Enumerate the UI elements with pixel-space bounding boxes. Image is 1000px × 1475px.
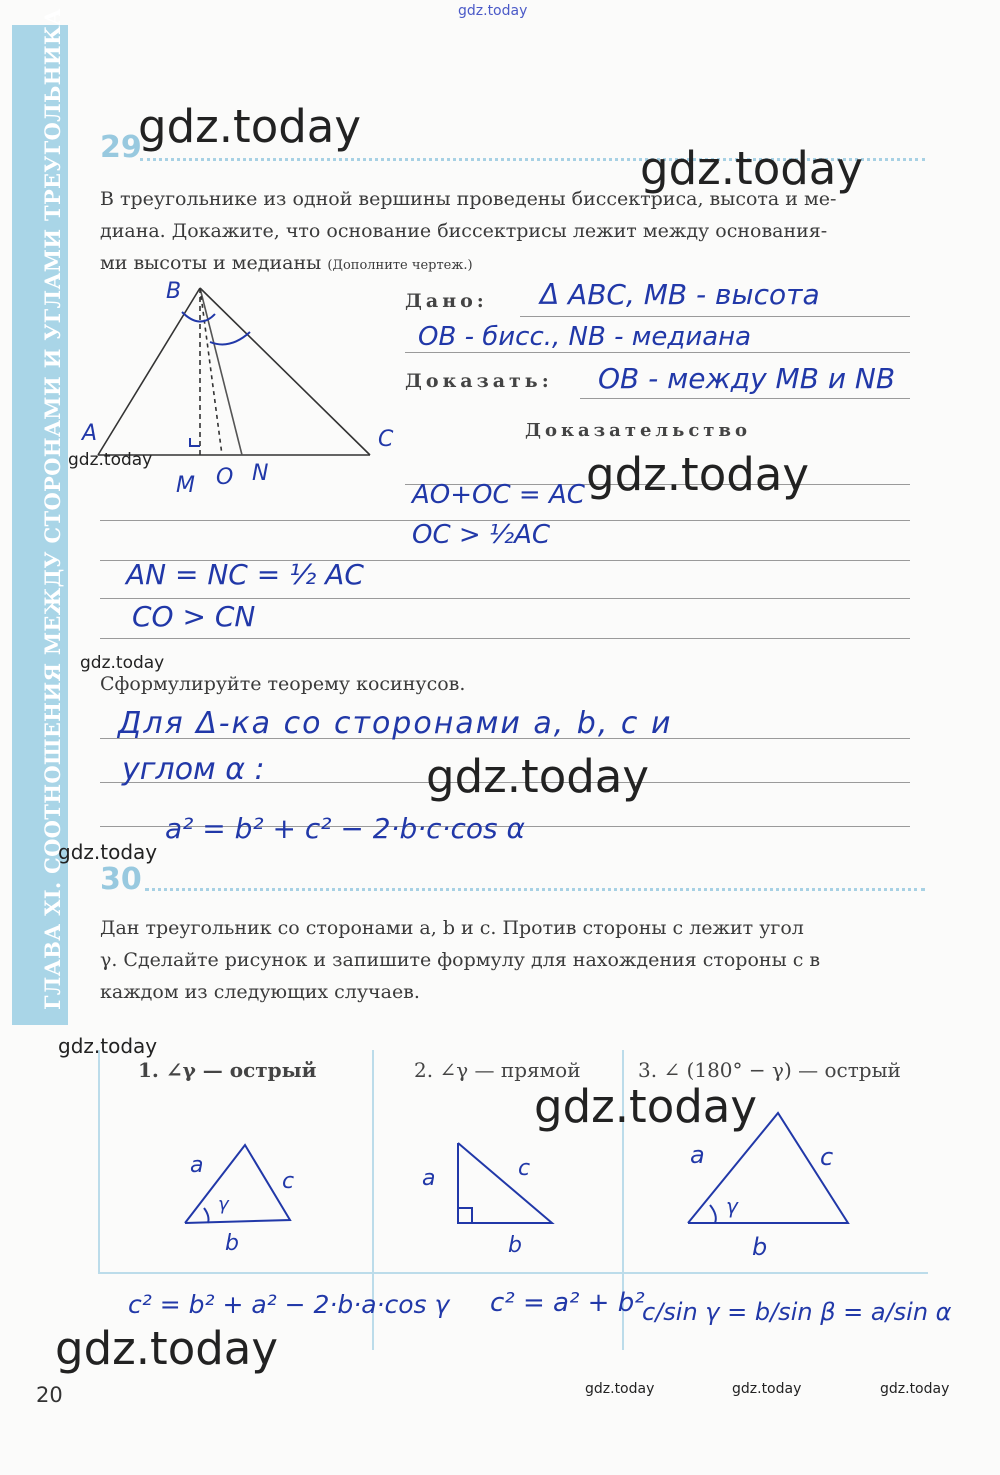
watermark-5: gdz.today [534, 1080, 758, 1133]
median-line [200, 288, 242, 455]
angle-arc-1 [182, 312, 215, 322]
watermark-1: gdz.today [138, 100, 362, 153]
case-3-formula: c/sin γ = b/sin β = a/sin α [642, 1298, 952, 1326]
side-ba [98, 288, 200, 455]
task-29-text-line2: диана. Докажите, что основание биссектрисы лежит между основания- [100, 220, 828, 242]
proof-line-1: AO+OC = AC [412, 480, 585, 510]
case-3-title: 3. ∠ (180° − γ) — острый [638, 1058, 901, 1082]
watermark-3: gdz.today [586, 448, 810, 501]
prove-rule [580, 398, 910, 399]
given-handwriting-1: Δ ABC, MB - высота [540, 278, 820, 311]
watermark-6: gdz.today [55, 1322, 279, 1375]
task-30-text-line3: каждом из следующих случаев. [100, 981, 420, 1003]
case-2-label-b: b [508, 1233, 522, 1258]
side-bc [200, 288, 370, 455]
watermark-small-1: gdz.today [68, 450, 153, 470]
task-30-text [100, 912, 930, 1008]
case-3-label-b: b [752, 1233, 768, 1261]
case-2-label-c: c [518, 1156, 531, 1181]
proof-rule-4 [100, 598, 910, 599]
watermark-top: gdz.today [458, 3, 528, 19]
label-O: O [216, 465, 234, 490]
label-A: A [82, 421, 98, 446]
angle-arc-2 [210, 332, 250, 344]
case-3-label-gamma: γ [726, 1194, 738, 1218]
case-2-triangle [410, 1130, 580, 1260]
case-1-label-a: a [190, 1153, 204, 1178]
task-30-number: 30 [100, 862, 142, 897]
given-label: Дано: [405, 290, 488, 312]
cosine-handwriting-1: Для Δ-ка со сторонами a, b, c и [118, 706, 673, 741]
case-1-formula: c² = b² + a² − 2·b·a·cos γ [128, 1290, 450, 1319]
task-29-text-line3: ми высоты и медианы [100, 252, 322, 274]
prove-label: Доказать: [405, 370, 553, 392]
task-30-dotted-line [145, 888, 925, 891]
watermark-footer-3: gdz.today [880, 1381, 950, 1397]
case-1-label-c: c [282, 1169, 295, 1194]
case-1-label-b: b [225, 1231, 239, 1256]
case-1-label-gamma: γ [218, 1194, 229, 1215]
watermark-4: gdz.today [426, 750, 650, 803]
task-30-text-line2: γ. Сделайте рисунок и запишите формулу для нахождения стороны c в [100, 949, 821, 971]
watermark-small-2: gdz.today [80, 653, 165, 673]
table-vline-0 [98, 1050, 100, 1272]
cosine-handwriting-3: a² = b² + c² − 2·b·c·cos α [165, 812, 525, 845]
task-29-number: 29 [100, 130, 142, 165]
label-M: M [176, 473, 195, 498]
watermark-footer-1: gdz.today [585, 1381, 655, 1397]
label-B: B [166, 279, 182, 304]
task-29-text [100, 183, 930, 282]
proof-heading: Доказательство [525, 420, 751, 441]
case-3-label-c: c [820, 1143, 834, 1171]
given-rule-1 [520, 316, 910, 317]
proof-line-3: AN = NC = ½ AC [126, 558, 364, 591]
prove-handwriting: OB - между MB и NB [598, 362, 896, 395]
bisector-line [200, 288, 222, 455]
right-angle-mark [190, 438, 200, 446]
table-hline [98, 1272, 928, 1274]
label-N: N [252, 461, 269, 486]
watermark-footer-2: gdz.today [732, 1381, 802, 1397]
watermark-small-4: gdz.today [58, 1034, 158, 1058]
task-30-text-line1: Дан треугольник со сторонами a, b и c. Против стороны c лежит угол [100, 917, 804, 939]
watermark-2: gdz.today [640, 142, 864, 195]
label-C: C [378, 427, 394, 452]
task-29-note: (Дополните чертеж.) [327, 258, 473, 273]
watermark-small-3: gdz.today [58, 840, 158, 864]
page-number: 20 [36, 1383, 63, 1407]
chapter-title-vertical: ГЛАВА XI. СООТНОШЕНИЯ МЕЖДУ СТОРОНАМИ И УГЛАМИ ТРЕУГОЛЬНИКА [40, 8, 65, 1010]
proof-line-4: CO > CN [132, 600, 256, 633]
case-2-title: 2. ∠γ — прямой [414, 1058, 581, 1082]
task-29-text-line1: В треугольнике из одной вершины проведены биссектриса, высота и ме- [100, 188, 837, 210]
case-3-label-a: a [690, 1141, 705, 1169]
proof-line-2: OC > ½AC [412, 520, 551, 550]
cosine-prompt: Сформулируйте теорему косинусов. [100, 673, 466, 695]
case-1-triangle [170, 1130, 330, 1260]
proof-rule-5 [100, 638, 910, 639]
case-1-title: 1. ∠γ — острый [138, 1058, 317, 1082]
given-rule-2 [405, 352, 910, 353]
given-handwriting-2: OB - бисс., NB - медиана [418, 322, 752, 352]
cosine-handwriting-2: углом α : [122, 752, 265, 787]
case-2-formula: c² = a² + b² [490, 1288, 645, 1318]
case-2-label-a: a [422, 1166, 436, 1191]
